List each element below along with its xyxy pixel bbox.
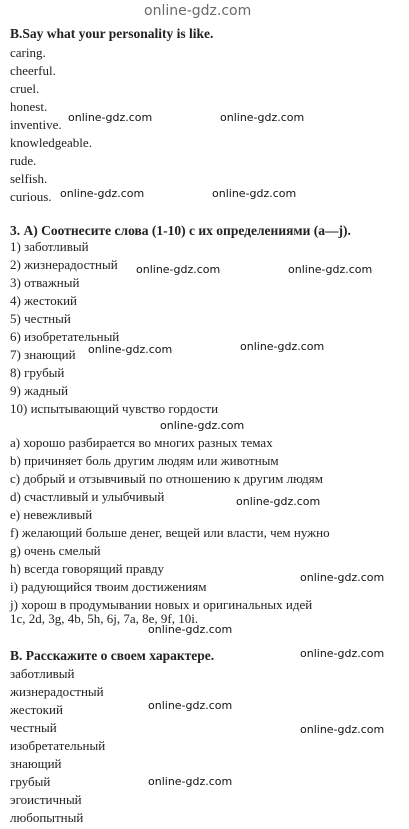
list-item: f) желающий больше денег, вещей или власти, чем нужно (10, 525, 330, 540)
watermark: online-gdz.com (88, 343, 173, 356)
list-item: 6) изобретательный (10, 329, 120, 344)
top-watermark: online-gdz.com (144, 3, 252, 19)
watermark: online-gdz.com (288, 263, 373, 276)
section-b-ru-list (10, 665, 105, 827)
list-item: b) причиняет боль другим людям или животным (10, 453, 279, 468)
list-item: cruel. (10, 81, 40, 96)
list-item: знающий (10, 756, 62, 771)
list-item: 4) жестокий (10, 293, 77, 308)
list-item: i) радующийся твоим достижениям (10, 579, 207, 594)
list-item: 10) испытывающий чувство гордости (10, 401, 219, 416)
list-item: изобретательный (10, 738, 106, 753)
list-item: rude. (10, 153, 37, 168)
list-item: 7) знающий (10, 347, 76, 362)
section-b-ru-heading: B. Расскажите о своем характере. (10, 648, 215, 663)
section-b-en-list (10, 44, 92, 206)
list-item: a) хорошо разбирается во многих разных темах (10, 435, 273, 450)
list-item: e) невежливый (10, 507, 93, 522)
list-item: 1) заботливый (10, 239, 89, 254)
watermark: online-gdz.com (60, 187, 145, 200)
watermark: online-gdz.com (148, 623, 233, 636)
list-item: 9) жадный (10, 383, 69, 398)
list-item: g) очень смелый (10, 543, 101, 558)
list-item: грубый (10, 774, 51, 789)
list-item: inventive. (10, 117, 62, 132)
section-3-definitions (10, 434, 330, 614)
list-item: j) хорош в продумывании новых и оригинальных идей (10, 597, 313, 612)
list-item: любопытный (10, 810, 84, 825)
list-item: 8) грубый (10, 365, 65, 380)
list-item: честный (10, 720, 57, 735)
list-item: жизнерадостный (10, 684, 104, 699)
list-item: honest. (10, 99, 48, 114)
list-item: caring. (10, 45, 46, 60)
list-item: 2) жизнерадостный (10, 257, 118, 272)
list-item: 5) честный (10, 311, 71, 326)
watermark: online-gdz.com (300, 723, 385, 736)
watermark: online-gdz.com (212, 187, 297, 200)
list-item: d) счастливый и улыбчивый (10, 489, 165, 504)
list-item: curious. (10, 189, 52, 204)
watermark: online-gdz.com (240, 340, 325, 353)
watermark: online-gdz.com (68, 111, 153, 124)
watermark: online-gdz.com (160, 419, 245, 432)
answers-line: 1c, 2d, 3g, 4b, 5h, 6j, 7a, 8e, 9f, 10i. (10, 611, 199, 626)
list-item: 3) отважный (10, 275, 80, 290)
watermark: online-gdz.com (148, 699, 233, 712)
section-3-heading: 3. А) Соотнесите слова (1-10) с их определениями (a—j). (10, 223, 351, 238)
list-item: h) всегда говорящий правду (10, 561, 165, 576)
list-item: жестокий (10, 702, 63, 717)
watermark: online-gdz.com (220, 111, 305, 124)
list-item: knowledgeable. (10, 135, 92, 150)
list-item: эгоистичный (10, 792, 82, 807)
list-item: cheerful. (10, 63, 56, 78)
watermark: online-gdz.com (300, 571, 385, 584)
list-item: selfish. (10, 171, 48, 186)
list-item: c) добрый и отзывчивый по отношению к другим людям (10, 471, 323, 486)
watermark: online-gdz.com (148, 775, 233, 788)
list-item: заботливый (10, 666, 75, 681)
watermark: online-gdz.com (236, 495, 321, 508)
section-b-en-heading: B.Say what your personality is like. (10, 26, 214, 41)
watermark: online-gdz.com (300, 647, 385, 660)
watermark: online-gdz.com (136, 263, 221, 276)
